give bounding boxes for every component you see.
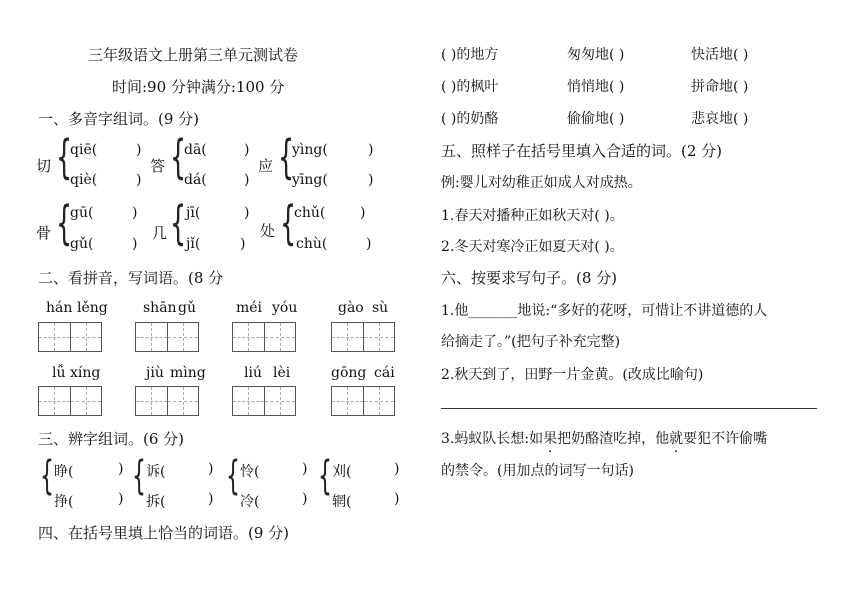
question-5-1: 1.春天对播种正如秋天对( )。 xyxy=(441,208,624,224)
fill-blank: 偷偷地( ) xyxy=(567,111,625,127)
exam-time-score: 时间:90 分钟满分:100 分 xyxy=(112,78,285,96)
writing-grid[interactable] xyxy=(38,322,102,352)
pinyin: yóu xyxy=(272,300,298,316)
writing-grid[interactable] xyxy=(331,386,395,416)
paren-close: ) xyxy=(132,205,138,221)
paren-close: ) xyxy=(244,142,250,158)
pinyin: liú xyxy=(244,365,262,381)
brace: { xyxy=(226,453,240,499)
pinyin: cái xyxy=(374,365,395,381)
brace: { xyxy=(132,453,146,499)
paren-close: ) xyxy=(368,142,374,158)
question-5-2: 2.冬天对寒冷正如夏天对( )。 xyxy=(441,239,624,255)
paren-close: ) xyxy=(208,461,214,477)
pinyin-2: dá( xyxy=(184,172,207,188)
char-pair-a: 怜( xyxy=(240,464,260,480)
q3-text: 3.蚂蚁队长想:如 xyxy=(441,431,544,447)
pinyin: gào xyxy=(338,300,364,316)
paren-close: ) xyxy=(118,491,124,507)
char-pair-b: 拆( xyxy=(146,494,166,510)
char-pair-b: 冷( xyxy=(240,494,260,510)
pinyin: shān xyxy=(143,300,177,316)
section-2-heading: 二、看拼音，写词语。(8 分 xyxy=(38,269,224,287)
polyphone-char: 几 xyxy=(152,224,168,242)
section-4-heading: 四、在括号里填上恰当的词语。(9 分) xyxy=(38,524,290,542)
brace: { xyxy=(278,130,295,184)
writing-grid[interactable] xyxy=(232,386,296,416)
question-6-1-cont: 给摘走了。”(把句子补充完整) xyxy=(441,334,621,350)
paren-close: ) xyxy=(368,172,374,188)
section-5-heading: 五、照样子在括号里填入合适的词。(2 分) xyxy=(441,142,723,160)
pinyin: xíng xyxy=(70,365,101,381)
brace: { xyxy=(170,130,187,184)
paren-close: ) xyxy=(302,461,308,477)
dotted-char: 就 xyxy=(669,431,684,447)
brace: { xyxy=(56,130,73,184)
paren-close: ) xyxy=(118,461,124,477)
pinyin: mìng xyxy=(170,365,206,381)
pinyin-1: jī( xyxy=(186,205,201,221)
paren-close: ) xyxy=(360,205,366,221)
paren-close: ) xyxy=(394,461,400,477)
polyphone-char: 骨 xyxy=(36,224,52,242)
polyphone-char: 处 xyxy=(260,222,276,240)
answer-line xyxy=(441,408,817,409)
brace: { xyxy=(40,453,54,499)
fill-blank: 快活地( ) xyxy=(691,47,749,63)
paren-close: ) xyxy=(244,172,250,188)
paren-close: ) xyxy=(394,491,400,507)
paren-close: ) xyxy=(136,142,142,158)
pinyin-2: chù( xyxy=(296,236,328,252)
writing-grid[interactable] xyxy=(331,322,395,352)
char-pair-b: 辋( xyxy=(332,494,352,510)
char-pair-a: 刈( xyxy=(332,464,352,480)
pinyin: gōng xyxy=(331,365,367,381)
question-6-2: 2.秋天到了，田野一片金黄。(改成比喻句) xyxy=(441,367,704,383)
polyphone-char: 答 xyxy=(150,157,166,175)
section-3-heading: 三、辨字组词。(6 分) xyxy=(38,430,185,448)
brace: { xyxy=(280,196,297,250)
pinyin: hán xyxy=(46,300,73,316)
section-6-heading: 六、按要求写句子。(8 分) xyxy=(441,269,618,287)
example-sentence: 例:婴儿对幼稚正如成人对成热。 xyxy=(441,175,642,191)
dotted-char: 果 xyxy=(543,431,558,447)
pinyin: lǚ xyxy=(52,365,66,381)
pinyin: jiù xyxy=(146,365,164,381)
char-pair-b: 挣( xyxy=(54,494,74,510)
fill-blank: ( )的地方 xyxy=(441,47,499,63)
pinyin-2: yīng( xyxy=(292,172,328,188)
brace: { xyxy=(56,196,73,250)
paren-close: ) xyxy=(302,491,308,507)
section-1-heading: 一、多音字组词。(9 分) xyxy=(38,110,200,128)
pinyin-1: yìng( xyxy=(292,142,328,158)
writing-grid[interactable] xyxy=(135,322,199,352)
page-title: 三年级语文上册第三单元测试卷 xyxy=(88,46,299,64)
paren-close: ) xyxy=(366,236,372,252)
writing-grid[interactable] xyxy=(38,386,102,416)
pinyin-1: qiē( xyxy=(70,142,98,158)
paren-close: ) xyxy=(132,236,138,252)
char-pair-a: 诉( xyxy=(146,464,166,480)
polyphone-char: 切 xyxy=(36,157,52,175)
pinyin-1: chǔ( xyxy=(294,205,326,221)
brace: { xyxy=(170,196,187,250)
pinyin: gǔ xyxy=(178,300,196,316)
char-pair-a: 睁( xyxy=(54,464,74,480)
fill-blank: 悲哀地( ) xyxy=(691,111,749,127)
fill-blank: ( )的枫叶 xyxy=(441,79,499,95)
pinyin: méi xyxy=(236,300,263,316)
pinyin-2: gǔ( xyxy=(70,236,94,252)
question-6-3 xyxy=(441,428,767,448)
pinyin: sù xyxy=(372,300,389,316)
pinyin-2: qiè( xyxy=(70,172,98,188)
polyphone-char: 应 xyxy=(258,157,274,175)
writing-grid[interactable] xyxy=(232,322,296,352)
question-6-1: 1.他_______地说:“多好的花呀，可惜让不讲道德的人 xyxy=(441,303,768,319)
pinyin-1: gū( xyxy=(70,205,94,221)
question-6-3-cont: 的禁令。(用加点的词写一句话) xyxy=(441,463,634,479)
fill-blank: 拼命地( ) xyxy=(691,79,749,95)
writing-grid[interactable] xyxy=(135,386,199,416)
pinyin: lěng xyxy=(77,300,108,316)
brace: { xyxy=(318,453,332,499)
q3-text: 要犯不许偷嘴 xyxy=(683,431,768,447)
paren-close: ) xyxy=(136,172,142,188)
fill-blank: 匆匆地( ) xyxy=(567,47,625,63)
paren-close: ) xyxy=(244,205,250,221)
fill-blank: 悄悄地( ) xyxy=(567,79,625,95)
pinyin: lèi xyxy=(273,365,291,381)
pinyin-2: jǐ( xyxy=(186,236,201,252)
fill-blank: ( )的奶酪 xyxy=(441,111,499,127)
paren-close: ) xyxy=(208,491,214,507)
pinyin-1: dā( xyxy=(184,142,207,158)
q3-text: 把奶酪渣吃掉，他 xyxy=(557,431,670,447)
paren-close: ) xyxy=(240,236,246,252)
